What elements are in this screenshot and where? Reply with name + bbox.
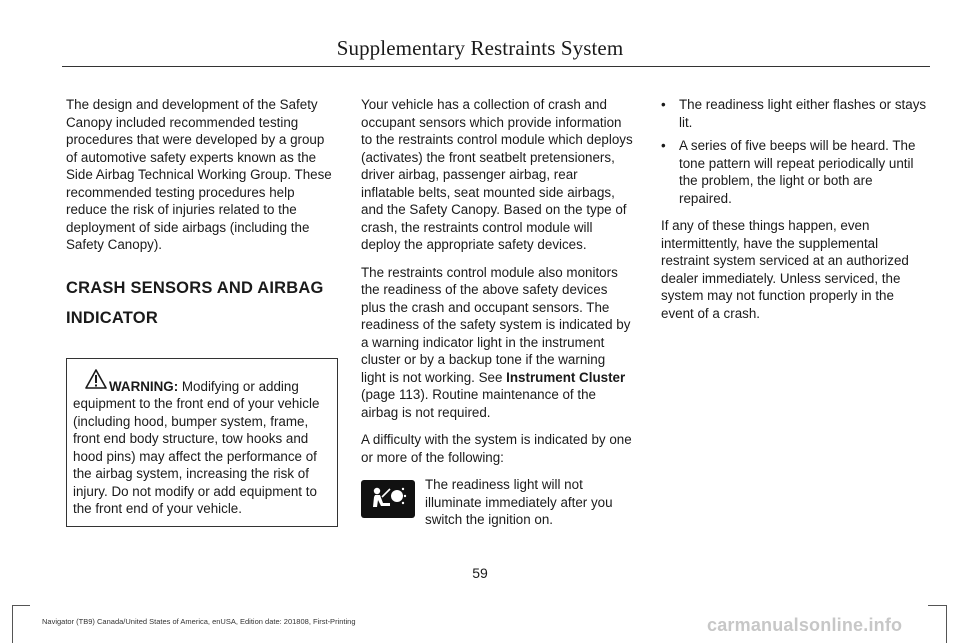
warning-body: Modifying or adding equipment to the front end of your vehicle (including hood, bumper system, frame, front end body structure, tow hooks and hood pins) may affect the performance of the airbag system, increasing the risk of injury. Do not modify or add equipment to the front end of your vehicle. bbox=[73, 378, 320, 516]
instrument-cluster-link[interactable]: Instrument Cluster bbox=[506, 369, 626, 385]
bullet-marker: • bbox=[661, 97, 666, 112]
column-3 bbox=[661, 96, 929, 332]
list-item: • A series of five beeps will be heard. The tone pattern will repeat periodically until the problem, the light or both are repaired. bbox=[661, 138, 916, 206]
section-heading bbox=[66, 277, 338, 330]
column-1 bbox=[66, 96, 338, 527]
column-2 bbox=[361, 96, 633, 529]
watermark: carmanualsonline.info bbox=[707, 615, 903, 635]
sensors-paragraph: Your vehicle has a collection of crash and occupant sensors which provide information to the restraints control module which deploys (activates) the front seatbelt pretensioners, driver airbag, passenger airbag, rear inflatable belts, seat mounted side airbags, and the Safety Canopy. Based on the type of crash, the restraints control module will deploy the appropriate safety devices. bbox=[361, 97, 633, 252]
crop-mark bbox=[12, 605, 30, 606]
crop-mark bbox=[12, 605, 13, 643]
crop-mark bbox=[946, 605, 947, 643]
difficulty-paragraph: A difficulty with the system is indicated by one or more of the following: bbox=[361, 432, 632, 465]
page-number: 59 bbox=[472, 565, 488, 581]
indicator-description: The readiness light will not illuminate immediately after you switch the ignition on. bbox=[425, 477, 613, 527]
indicator-row bbox=[361, 476, 633, 529]
intro-paragraph: The design and development of the Safety Canopy included recommended testing procedures that were developed by a group of automotive safety experts known as the Side Airbag Technical Working Group. These recommended testing procedures help reduce the risk of injuries related to the deployment of side airbags (including the Safety Canopy). bbox=[66, 97, 332, 252]
warning-label: WARNING: bbox=[109, 378, 179, 394]
monitor-text-before: The restraints control module also monitors the readiness of the above safety devices plus the crash and occupant sensors. The readiness of the safety system is indicated by a warning indicator light in the instrument cluster or by a backup tone if the warning light is not working. See bbox=[361, 264, 631, 385]
service-paragraph: If any of these things happen, even intermittently, have the supplemental restraint system serviced at an authorized dealer immediately. Unless serviced, the system may not function properly in the event of a crash. bbox=[661, 218, 909, 321]
bullet-marker: • bbox=[661, 138, 666, 153]
section-heading-line-2: INDICATOR bbox=[66, 308, 158, 327]
list-item: • The readiness light either flashes or stays lit. bbox=[661, 97, 927, 130]
crop-mark bbox=[928, 605, 946, 606]
header-rule bbox=[62, 66, 930, 67]
monitor-paragraph bbox=[361, 264, 633, 422]
section-heading-line-1: CRASH SENSORS AND AIRBAG bbox=[66, 278, 324, 297]
edition-footer: Navigator (TB9) Canada/United States of America, enUSA, Edition date: 201808, First-Printing bbox=[42, 617, 356, 626]
warning-text bbox=[73, 378, 333, 518]
airbag-indicator-icon bbox=[361, 480, 415, 518]
warning-triangle-icon bbox=[85, 369, 107, 389]
warning-box bbox=[66, 358, 338, 527]
monitor-text-after: (page 113). Routine maintenance of the airbag is not required. bbox=[361, 387, 596, 420]
symptom-list bbox=[661, 96, 929, 207]
page-title: Supplementary Restraints System bbox=[336, 36, 624, 60]
